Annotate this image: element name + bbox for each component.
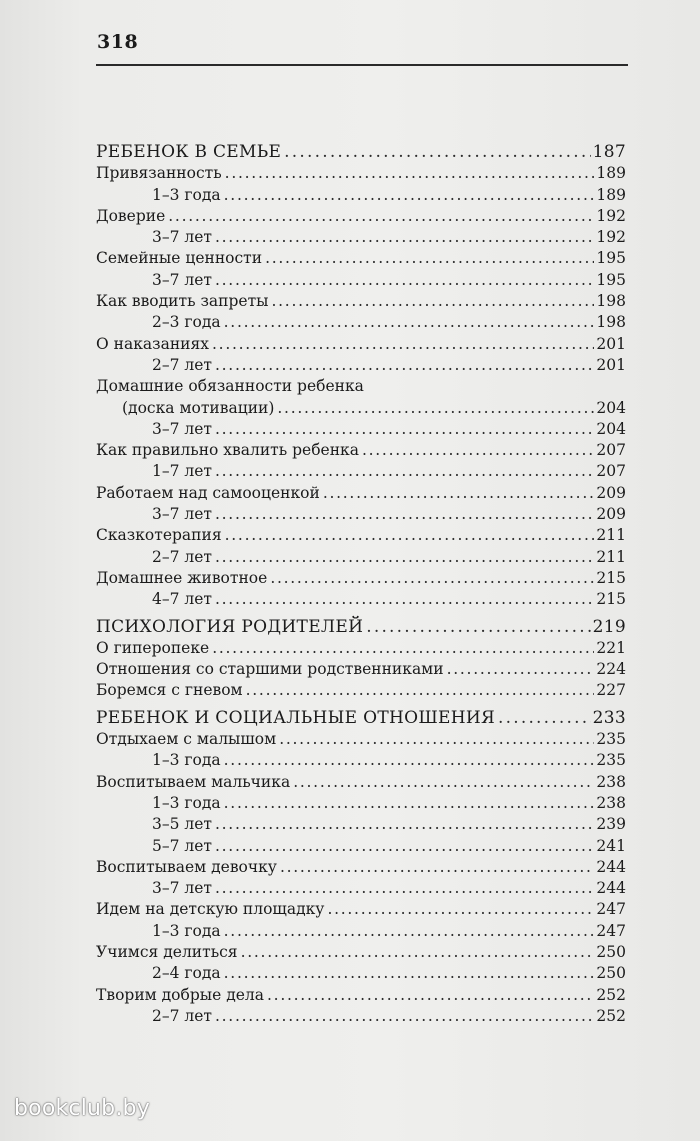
toc-entry-title: О гиперопеке <box>96 638 210 657</box>
toc-entry <box>96 659 626 680</box>
toc-leader-dots <box>268 291 594 312</box>
toc-entry-title: 2–3 года <box>152 313 221 332</box>
toc-entry-title: 2–7 лет <box>152 355 212 374</box>
toc-entry <box>96 899 626 920</box>
toc-leader-dots <box>212 270 594 291</box>
header-rule <box>96 64 628 66</box>
toc-entry <box>96 398 626 419</box>
toc-entry-page: 250 <box>596 964 626 983</box>
toc-entry-page: 201 <box>596 355 626 374</box>
toc-entry-title: 5–7 лет <box>152 836 212 855</box>
toc-entry-page: 238 <box>596 793 626 812</box>
toc-entry <box>96 568 626 589</box>
toc-entry <box>96 878 626 899</box>
toc-leader-dots <box>238 942 595 963</box>
toc-leader-dots <box>212 504 594 525</box>
toc-leader-dots <box>264 985 594 1006</box>
toc-entry-page: 244 <box>596 879 626 898</box>
toc-entry-title: Домашнее животное <box>96 568 268 587</box>
toc-entry-title: О наказаниях <box>96 334 210 353</box>
toc-entry-title: Воспитываем девочку <box>96 857 277 876</box>
toc-leader-dots <box>277 857 594 878</box>
toc-leader-dots <box>444 659 595 680</box>
toc-leader-dots <box>212 547 594 568</box>
toc-entry <box>96 270 626 291</box>
toc-leader-dots <box>221 185 595 206</box>
toc-entry-page: 195 <box>596 270 626 289</box>
toc-entry-page: 215 <box>596 590 626 609</box>
toc-entry-page: 241 <box>596 836 626 855</box>
toc-entry <box>96 617 626 638</box>
toc-entry <box>96 355 626 376</box>
toc-leader-dots <box>212 878 594 899</box>
toc-entry <box>96 163 626 184</box>
toc-entry-page: 219 <box>592 616 626 637</box>
toc-entry-title: Как вводить запреты <box>96 292 269 311</box>
toc-entry-title: 3–5 лет <box>152 815 212 834</box>
toc-entry <box>96 638 626 659</box>
toc-entry-page: 204 <box>596 419 626 438</box>
toc-entry-page: 252 <box>596 985 626 1004</box>
toc-entry-title: 3–7 лет <box>152 270 212 289</box>
toc-leader-dots <box>212 1006 594 1027</box>
toc-leader-dots <box>222 163 595 184</box>
toc-entry-title: ПСИХОЛОГИЯ РОДИТЕЛЕЙ <box>96 616 364 637</box>
toc-entry <box>96 504 626 525</box>
toc-entry <box>96 291 626 312</box>
toc-entry <box>96 419 626 440</box>
toc-entry-page: 235 <box>596 730 626 749</box>
toc-entry-page: 207 <box>596 462 626 481</box>
toc-entry-page: 244 <box>596 857 626 876</box>
toc-entry-title: Сказкотерапия <box>96 526 222 545</box>
toc-leader-dots <box>212 461 594 482</box>
toc-entry-title: Учимся делиться <box>96 942 238 961</box>
toc-entry-title: 3–7 лет <box>152 228 212 247</box>
page-number: 318 <box>97 31 139 53</box>
toc-entry-title: 3–7 лет <box>152 419 212 438</box>
toc-entry-title: Воспитываем мальчика <box>96 772 291 791</box>
toc-entry-title: 4–7 лет <box>152 590 212 609</box>
toc-leader-dots <box>212 836 594 857</box>
toc-entry-title: 3–7 лет <box>152 505 212 524</box>
toc-entry-page: 227 <box>596 681 626 700</box>
toc-entry-title: 1–3 года <box>152 185 221 204</box>
toc-leader-dots <box>324 899 594 920</box>
toc-leader-dots <box>243 680 595 701</box>
toc-entry <box>96 547 626 568</box>
toc-entry <box>96 589 626 610</box>
toc-entry-title: 1–3 года <box>152 793 221 812</box>
toc-leader-dots <box>212 589 594 610</box>
toc-entry-page: 250 <box>596 942 626 961</box>
toc-entry-title: Привязанность <box>96 164 222 183</box>
toc-leader-dots <box>165 206 594 227</box>
toc-entry-title: Семейные ценности <box>96 249 263 268</box>
toc-entry-page: 204 <box>596 398 626 417</box>
toc-leader-dots <box>495 708 591 729</box>
toc-entry <box>96 376 626 397</box>
toc-entry-page: 192 <box>596 228 626 247</box>
toc-leader-dots <box>262 248 594 269</box>
toc-entry <box>96 985 626 1006</box>
toc-entry <box>96 483 626 504</box>
toc-entry <box>96 440 626 461</box>
toc-leader-dots <box>222 525 595 546</box>
toc-entry-title: Домашние обязанности ребенка <box>96 377 364 396</box>
toc-entry <box>96 312 626 333</box>
toc-entry <box>96 525 626 546</box>
toc-entry <box>96 750 626 771</box>
toc-entry-page: 198 <box>596 313 626 332</box>
toc-entry <box>96 772 626 793</box>
toc-leader-dots <box>209 638 594 659</box>
toc-entry-page: 224 <box>596 660 626 679</box>
toc-leader-dots <box>209 334 594 355</box>
toc-leader-dots <box>212 355 594 376</box>
toc-entry-title: Работаем над самооценкой <box>96 483 320 502</box>
toc-entry-title: 1–3 года <box>152 921 221 940</box>
toc-entry-page: 215 <box>596 568 626 587</box>
toc-entry-page: 209 <box>596 505 626 524</box>
toc-leader-dots <box>212 227 594 248</box>
toc-entry <box>96 248 626 269</box>
toc-entry <box>96 793 626 814</box>
toc-entry <box>96 814 626 835</box>
toc-entry-page: 198 <box>596 292 626 311</box>
toc-entry-page: 221 <box>596 638 626 657</box>
toc-leader-dots <box>274 398 594 419</box>
toc-leader-dots <box>221 793 595 814</box>
toc-entry-page: 239 <box>596 815 626 834</box>
toc-entry <box>96 857 626 878</box>
toc-leader-dots <box>212 814 594 835</box>
toc-entry-title: Боремся с гневом <box>96 681 243 700</box>
toc-leader-dots <box>267 568 594 589</box>
toc-entry-page: 207 <box>596 441 626 460</box>
toc-entry-page: 192 <box>596 206 626 225</box>
toc-leader-dots <box>221 963 595 984</box>
toc-leader-dots <box>320 483 595 504</box>
toc-entry <box>96 708 626 729</box>
toc-entry-title: Отношения со старшими родственниками <box>96 660 444 679</box>
toc-entry <box>96 461 626 482</box>
toc-entry-page: 187 <box>592 142 626 162</box>
toc-entry-title: РЕБЕНОК В СЕМЬЕ <box>96 142 282 162</box>
toc-leader-dots <box>290 772 594 793</box>
toc-entry-title: (доска мотивации) <box>122 398 275 417</box>
toc-entry-title: Доверие <box>96 206 166 225</box>
toc-entry-page: 211 <box>596 526 626 545</box>
toc-entry-title: 1–3 года <box>152 751 221 770</box>
toc-entry <box>96 963 626 984</box>
toc-entry <box>96 942 626 963</box>
toc-entry-page: 209 <box>596 483 626 502</box>
toc-entry-title: Отдыхаем с малышом <box>96 730 277 749</box>
toc-entry-page: 189 <box>596 164 626 183</box>
toc-entry <box>96 227 626 248</box>
toc-entry-title: РЕБЕНОК И СОЦИАЛЬНЫЕ ОТНОШЕНИЯ <box>96 707 496 728</box>
toc-entry-page: 201 <box>596 334 626 353</box>
watermark: bookclub.by <box>14 1096 150 1121</box>
toc-entry-title: 3–7 лет <box>152 879 212 898</box>
toc-leader-dots <box>363 617 590 638</box>
toc-entry-page: 211 <box>596 547 626 566</box>
toc-leader-dots <box>359 440 594 461</box>
toc-entry <box>96 206 626 227</box>
toc-entry <box>96 680 626 701</box>
toc-entry-page: 233 <box>592 707 626 728</box>
toc-entry <box>96 1006 626 1027</box>
toc-leader-dots <box>212 419 594 440</box>
toc-leader-dots <box>281 142 590 163</box>
toc-entry-page: 195 <box>596 249 626 268</box>
toc-entry-title: Как правильно хвалить ребенка <box>96 441 359 460</box>
toc-entry-title: 1–7 лет <box>152 462 212 481</box>
toc-entry-page: 189 <box>596 185 626 204</box>
toc-entry <box>96 334 626 355</box>
toc-entry-title: 2–7 лет <box>152 547 212 566</box>
toc-entry-title: 2–7 лет <box>152 1006 212 1025</box>
toc-entry-page: 252 <box>596 1006 626 1025</box>
toc-entry-page: 247 <box>596 921 626 940</box>
toc-entry <box>96 729 626 750</box>
toc-leader-dots <box>276 729 594 750</box>
toc-leader-dots <box>221 312 595 333</box>
toc-entry <box>96 836 626 857</box>
toc-entry <box>96 142 626 163</box>
toc-leader-dots <box>221 750 595 771</box>
toc-entry-title: Творим добрые дела <box>96 985 265 1004</box>
toc-entry-page: 238 <box>596 772 626 791</box>
table-of-contents <box>96 142 626 1027</box>
toc-leader-dots <box>221 921 595 942</box>
toc-entry-title: 2–4 года <box>152 964 221 983</box>
toc-entry-page: 247 <box>596 900 626 919</box>
toc-entry <box>96 185 626 206</box>
toc-entry-title: Идем на детскую площадку <box>96 900 325 919</box>
toc-entry <box>96 921 626 942</box>
toc-entry-page: 235 <box>596 751 626 770</box>
